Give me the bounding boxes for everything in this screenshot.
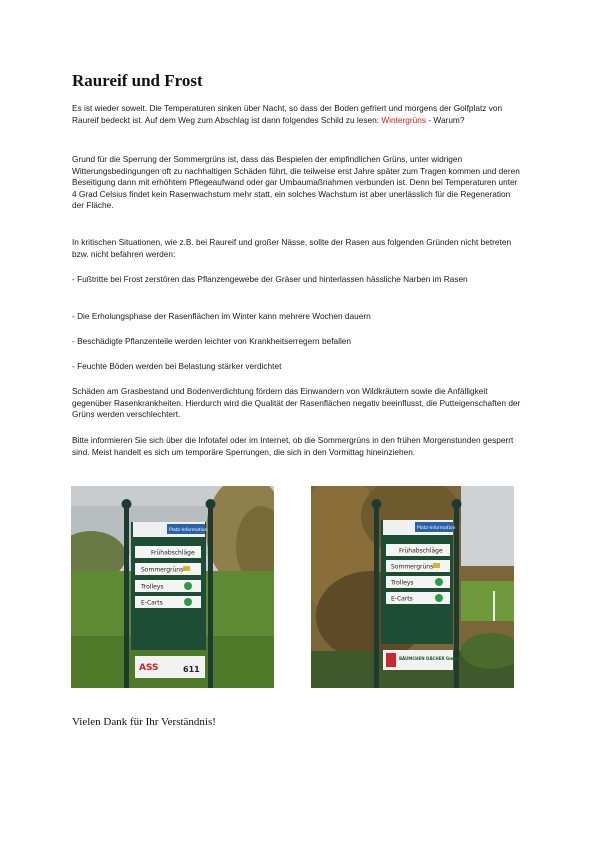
wintergruens-highlight: Wintergrüns <box>381 114 427 125</box>
bullet-footsteps: - Fußtritte bei Frost zerstören das Pflanzengewebe der Gräser und hinterlassen hässliche Narben im Rasen <box>72 274 468 284</box>
sign-row-1-right: Frühabschläge <box>399 547 443 555</box>
sponsor-logo-left: ASS <box>139 663 159 673</box>
intro-paragraph <box>72 103 524 126</box>
page-title: Raureif und Frost <box>72 71 203 90</box>
reason-paragraph: Grund für die Sperrung der Sommergrüns ist, dass das Bespielen der empfindlichen Grüns, unter widrigen Witterungsbedingungen oft zu nachhaltigen Schäden führt, die teilweise erst Jahre später zum Tragen kommen und deren Beseitigung dann mit erhöhtem Pflegeaufwand oder gar Umbaumaßnahmen verbunden ist. Denn bei Temperaturen unter 4 Grad Celsius findet kein Rasenwachstum mehr statt, ein solches Wachstum ist aber unerlässlich für die Regeneration der Fläche. <box>72 154 520 211</box>
bullet-damaged-plants: - Beschädigte Pflanzenteile werden leichter von Krankheitserregern befallen <box>72 336 352 346</box>
photo-sign-right <box>311 486 514 688</box>
photo-sign-left <box>71 486 274 688</box>
sponsor-logo-right: BÄUMCHEN DÄCHER GmbH <box>399 656 460 661</box>
bullet-recovery: - Die Erholungsphase der Rasenflächen im Winter kann mehrere Wochen dauern <box>72 311 371 321</box>
bullet-wet-soil: - Feuchte Böden werden bei Belastung stärker verdichtet <box>72 361 282 371</box>
sign-row-1-left: Frühabschläge <box>151 549 195 557</box>
sign-header-left: Platz-Information <box>169 528 208 533</box>
intro-text: Es ist wieder soweit. Die Temperaturen sinken über Nacht, so dass der Boden gefriert und morgens der Golfplatz von Raureif bedeckt ist. Auf dem Weg zum Abschlag ist dann folgendes Schild zu lesen: <box>72 103 503 125</box>
sign-row-4-right: E-Carts <box>391 595 413 603</box>
sign-header-right: Platz-Information <box>417 526 456 531</box>
damage-paragraph: Schäden am Grasbestand und Bodenverdichtung fördern das Einwandern von Wildkräutern sowie die Anfälligkeit gegenüber Rasenkrankheiten. Hierdurch wird die Qualität der Rasenflächen negativ beeinflusst, die Putteigenschaften der Grüns werden verschlechtert. <box>72 386 521 420</box>
sign-row-4-left: E-Carts <box>141 599 163 607</box>
sign-row-2-right: Sommergrüns <box>391 563 434 571</box>
closing-text: Vielen Dank für Ihr Verständnis! <box>72 716 216 728</box>
sign-row-3-right: Trolleys <box>391 579 414 587</box>
intro-question: - Warum? <box>426 114 465 125</box>
sign-row-3-left: Trolleys <box>141 583 164 591</box>
sign-row-2-left: Sommergrüns <box>141 566 184 574</box>
info-paragraph: Bitte informieren Sie sich über die Infotafel oder im Internet, ob die Sommergrüns in den frühen Morgenstunden gesperrt sind. Meist handelt es sich um temporäre Sperrungen, die sich in den Vormittag hineinziehen. <box>72 435 514 457</box>
sponsor-number-left: 611 <box>183 665 200 674</box>
critical-situations-paragraph: In kritischen Situationen, wie z.B. bei Raureif und großer Nässe, sollte der Rasen aus folgenden Gründen nicht betreten bzw. nicht befahren werden: <box>72 237 512 259</box>
